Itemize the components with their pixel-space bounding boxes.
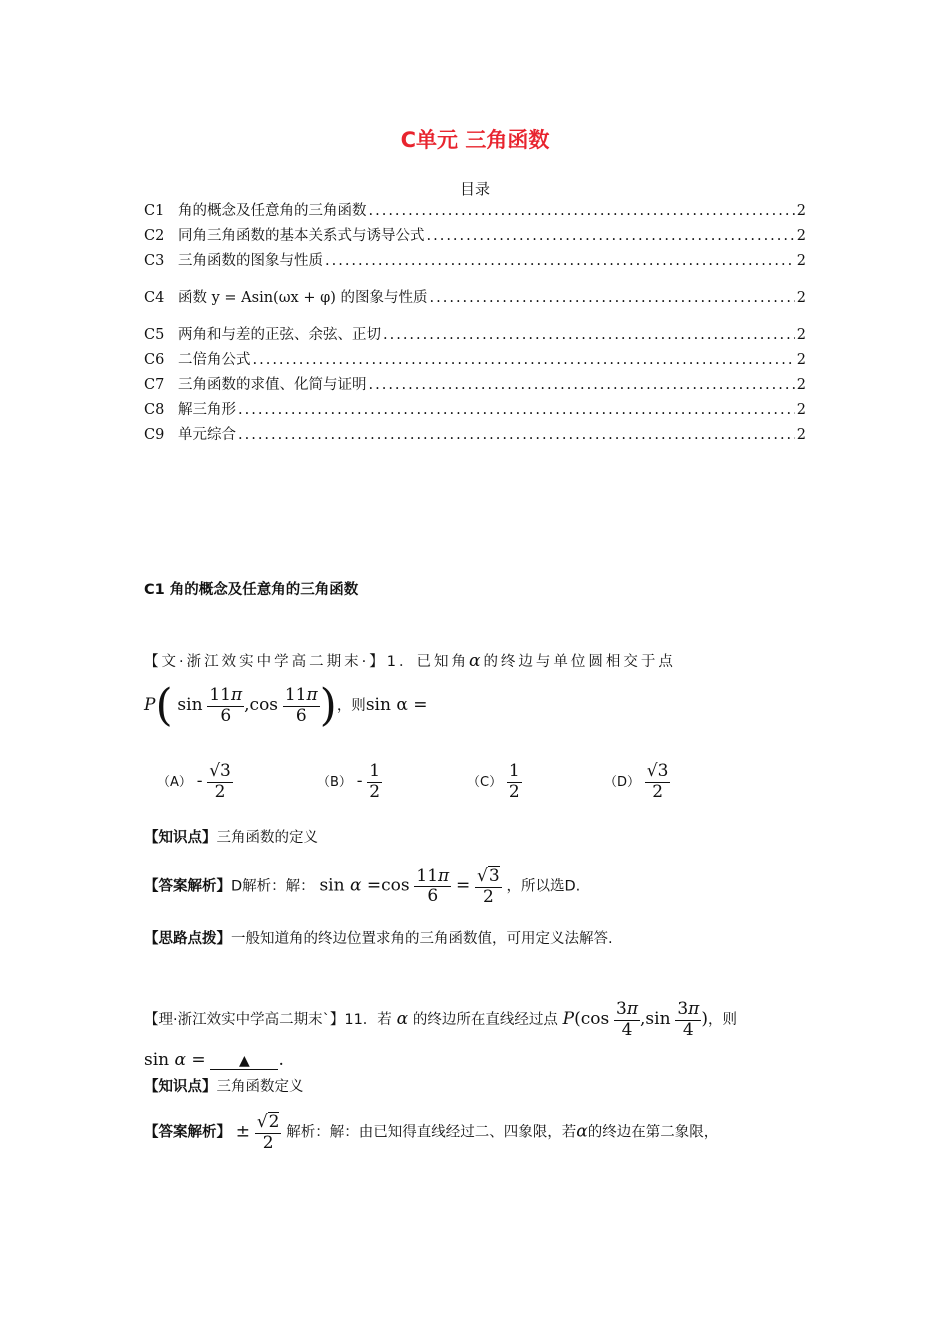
choice-d[interactable]: （D） $\frac{√3}{2}$ bbox=[604, 761, 669, 802]
q1-answer: 【答案解析】D解析：解： sin α =cos $\frac{11\pi}{6}$ = $\frac{√3}{2}$ ，所以选D. bbox=[144, 865, 581, 907]
toc-item[interactable]: C7 三角函数的求值、化简与证明 ..... 2 bbox=[144, 376, 806, 394]
choice-c[interactable]: （C） $\frac{1}{2}$ bbox=[467, 761, 520, 802]
q1-knowledge: 【知识点】三角函数的定义 bbox=[144, 830, 318, 846]
toc-item[interactable]: C8 解三角形 ..... 2 bbox=[144, 401, 806, 419]
toc-item[interactable]: C5 两角和与差的正弦、余弦、正切 ..... 2 bbox=[144, 326, 806, 344]
fraction: $\frac{11\pi}{6}$ bbox=[209, 684, 243, 726]
toc-item[interactable]: C6 二倍角公式 ..... 2 bbox=[144, 351, 806, 369]
toc-item[interactable]: C9 单元综合 ..... 2 bbox=[144, 426, 806, 444]
toc-item[interactable]: C2 同角三角函数的基本关系式与诱导公式 ..... 2 bbox=[144, 227, 806, 245]
page-title: C单元 三角函数 bbox=[400, 128, 550, 152]
choice-b[interactable]: （B） - $\frac{1}{2}$ bbox=[317, 761, 381, 802]
toc-heading: 目录 bbox=[459, 180, 490, 198]
q11-blank-line: sin α = ▲ . bbox=[144, 1050, 284, 1070]
q1-stem: 【文·浙江效实中学高二期末·】1．已知角α的终边与单位圆相交于点 bbox=[144, 651, 676, 671]
choice-a[interactable]: （A） - $\frac{√3}{2}$ bbox=[157, 761, 231, 802]
q1-hint: 【思路点拨】一般知道角的终边位置求角的三角函数值，可用定义法解答. bbox=[144, 931, 613, 947]
q11-answer: 【答案解析】 ± $\frac{√2}{2}$ 解析：解：由已知得直线经过二、四象限，若α的终边在第二象限， bbox=[144, 1112, 719, 1153]
q11-knowledge: 【知识点】三角函数定义 bbox=[144, 1079, 304, 1095]
toc-item[interactable]: C4 函数 y = Asin(ωx + φ) 的图象与性质 ..... 2 bbox=[144, 289, 806, 307]
q11-stem: 【理·浙江效实中学高二期末`】11．若 α 的终边所在直线经过点 P(cos $\frac{3\pi}{4}$ ,sin $\frac{3\pi}{4}$ )，则 bbox=[144, 999, 737, 1040]
fraction: $\frac{11\pi}{6}$ bbox=[284, 684, 318, 726]
toc-item[interactable]: C3 三角函数的图象与性质 ..... 2 bbox=[144, 252, 806, 270]
section-heading: C1 角的概念及任意角的三角函数 bbox=[144, 582, 359, 598]
q1-point: P( sin $\frac{11\pi}{6}$ ,cos $\frac{11\pi}{6}$ )，则sin α = bbox=[144, 680, 428, 731]
answer-blank[interactable]: ▲ bbox=[210, 1053, 278, 1070]
toc-item[interactable]: C1 角的概念及任意角的三角函数 ..... 2 bbox=[144, 202, 806, 220]
